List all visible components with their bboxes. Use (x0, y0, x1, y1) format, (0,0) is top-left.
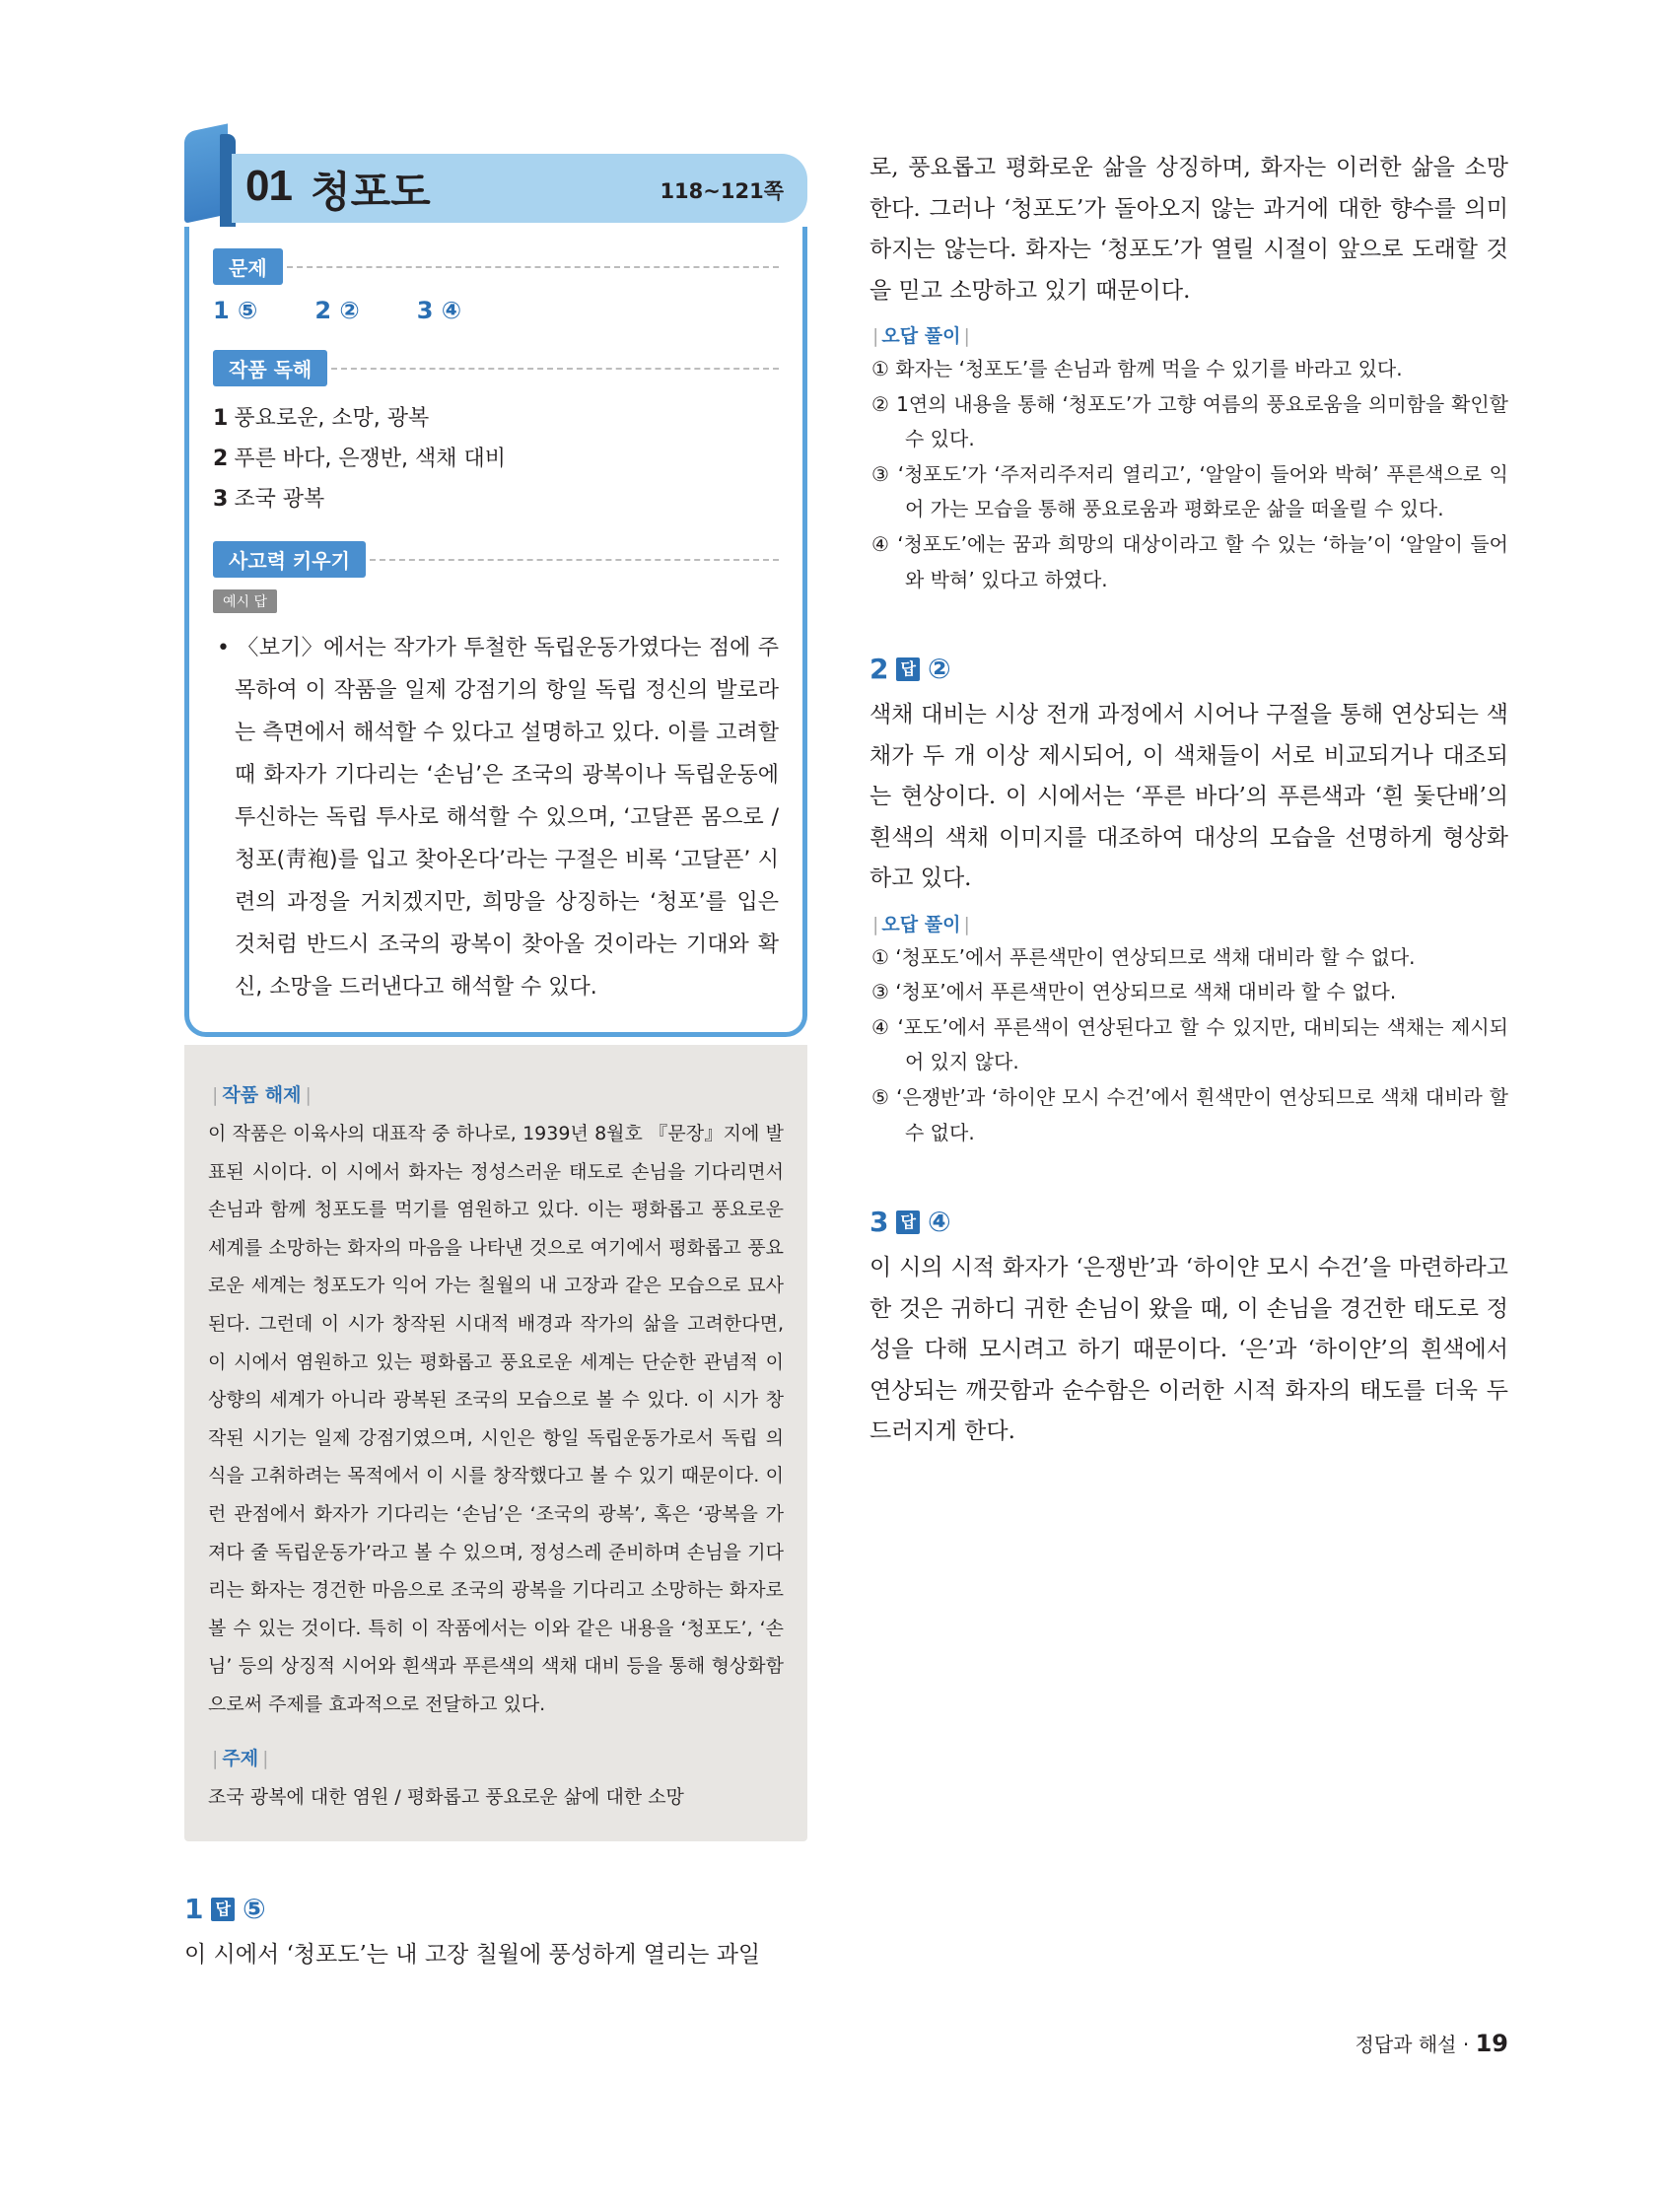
question-1-heading (184, 1893, 807, 1925)
question-3-block (869, 1206, 1508, 1453)
example-answer-tag: 예시 답 (213, 589, 277, 613)
question-1-text-part1: 이 시에서 ‘청포도’는 내 고장 칠월에 풍성하게 열리는 과일 (184, 1942, 761, 1969)
question-3-heading (869, 1206, 1508, 1238)
reading-item-number: 2 (213, 447, 229, 471)
answer-item: 2 ② (314, 297, 360, 324)
question-1-block (184, 1893, 807, 1976)
answer-badge: 답 (896, 1210, 919, 1234)
problem-tag: 문제 (213, 248, 283, 285)
reading-item (213, 439, 779, 479)
list-item: ① 화자는 ‘청포도’를 손님과 함께 먹을 수 있기를 바라고 있다. (871, 357, 1403, 380)
list-item: ① ‘청포도’에서 푸른색만이 연상되므로 색채 대비라 할 수 없다. (871, 944, 1416, 969)
list-item: ② 1연의 내용을 통해 ‘청포도’가 고향 여름의 풍요로움을 의미함을 확인할 수 있다. (871, 391, 1508, 451)
reading-item-number: 3 (213, 487, 229, 512)
page-footer (1356, 2029, 1508, 2057)
question-number: 2 (869, 653, 889, 686)
dashed-divider (370, 559, 779, 561)
question-1-text-part2: 로, 풍요롭고 평화로운 삶을 상징하며, 화자는 이러한 삶을 소망한다. 그러나 ‘청포도’가 돌아오지 않는 과거에 대한 향수를 의미하지는 않는다. 화자는 ‘청포도’가 열릴 시절이 앞으로 도래할 것을 믿고 소망하고 있기 때문이다. (869, 155, 1508, 304)
page-range: 118~121쪽 (660, 179, 784, 203)
answer-list (213, 297, 779, 324)
wrong-answer-label-text: 오답 풀이 (881, 913, 961, 935)
question-2-text: 색채 대비는 시상 전개 과정에서 시어나 구절을 통해 연상되는 색채가 두 개 이상 제시되어, 이 색채들이 서로 비교되거나 대조되는 현상이다. 이 시에서는 ‘푸른 바다’의 푸른색과 ‘흰 돛단배’의 흰색의 색채 이미지를 대조하여 대상의 모습을 선명하게 형상화하고 있다. (869, 702, 1508, 892)
reading-item-text: 풍요로운, 소망, 광복 (234, 406, 430, 431)
list-item: ④ ‘청포도’에는 꿈과 희망의 대상이라고 할 수 있는 ‘하늘’이 ‘알알이 들어와 박혀’ 있다고 하였다. (871, 531, 1508, 591)
section-number: 01 (245, 162, 292, 210)
list-item: ③ ‘청포’에서 푸른색만이 연상되므로 색채 대비라 할 수 없다. (871, 980, 1397, 1004)
wrong-answer-list (869, 352, 1508, 597)
question-number: 1 (184, 1893, 204, 1926)
reading-item-number: 1 (213, 406, 229, 431)
reading-tag-row (213, 350, 779, 386)
question-answer: ② (927, 653, 951, 686)
commentary-box (184, 1045, 807, 1841)
dashed-divider (287, 266, 779, 268)
wrong-answer-label-text: 오답 풀이 (881, 325, 961, 347)
question-number: 3 (869, 1206, 889, 1239)
dashed-divider (331, 368, 779, 370)
reading-tag: 작품 독해 (213, 350, 327, 386)
question-2-heading (869, 653, 1508, 685)
wrong-answer-label: | 오답 풀이 | (872, 325, 970, 347)
reading-list (213, 398, 779, 519)
footer-label: 정답과 해설 · (1355, 2033, 1470, 2056)
reading-item-text: 조국 광복 (234, 487, 325, 512)
answer-badge: 답 (211, 1898, 234, 1921)
question-2-block (869, 653, 1508, 1150)
thinking-tag-row (213, 541, 779, 578)
right-column (869, 148, 1508, 1453)
reading-item-text: 푸른 바다, 은쟁반, 색채 대비 (234, 447, 507, 471)
section-title: 청포도 (311, 168, 431, 216)
theme-text: 조국 광복에 대한 염원 / 평화롭고 풍요로운 삶에 대한 소망 (208, 1785, 684, 1808)
question-3-text: 이 시의 시적 화자가 ‘은쟁반’과 ‘하이얀 모시 수건’을 마련하라고 한 것은 귀하디 귀한 손님이 왔을 때, 이 손님을 경건한 태도로 정성을 다해 모시려고 하기 때문이다. ‘은’과 ‘하이얀’의 흰색에서 연상되는 깨끗함과 순수함은 이러한 시적 화자의 태도를 더욱 두드러지게 한다. (869, 1255, 1508, 1445)
list-item: ③ ‘청포도’가 ‘주저리주저리 열리고’, ‘알알이 들어와 박혀’ 푸른색으로 익어 가는 모습을 통해 풍요로움과 평화로운 삶을 떠올릴 수 있다. (871, 461, 1508, 521)
theme-label-text: 주제 (222, 1747, 259, 1769)
answer-box (184, 227, 807, 1037)
problem-tag-row (213, 248, 779, 285)
left-column (184, 148, 807, 1976)
answer-badge: 답 (896, 657, 919, 681)
list-item: ⑤ ‘은쟁반’과 ‘하이얀 모시 수건’에서 흰색만이 연상되므로 색채 대비라 할 수 없다. (871, 1085, 1508, 1144)
answer-item: 1 ⑤ (213, 297, 258, 324)
question-answer: ④ (927, 1206, 951, 1239)
wrong-answer-list (869, 940, 1508, 1151)
thinking-tag: 사고력 키우기 (213, 541, 366, 578)
question-answer: ⑤ (242, 1893, 266, 1926)
answer-item: 3 ④ (416, 297, 462, 324)
list-item: ④ ‘포도’에서 푸른색이 연상된다고 할 수 있지만, 대비되는 색채는 제시되어 있지 않다. (871, 1014, 1508, 1074)
commentary-text: 이 작품은 이육사의 대표작 중 하나로, 1939년 8월호 『문장』지에 발표된 시이다. 이 시에서 화자는 정성스러운 태도로 손님을 기다리면서 손님과 함께 청포도를 먹기를 염원하고 있다. 이는 평화롭고 풍요로운 세계를 소망하는 화자의 마음을 나타낸 것으로 여기에서 평화롭고 풍요로운 세계는 청포도가 익어 가는 칠월의 내 고장과 같은 모습으로 묘사된다. 그런데 이 시가 창작된 시대적 배경과 작가의 삶을 고려한다면, 이 시에서 염원하고 있는 평화롭고 풍요로운 세계는 단순한 관념적 이상향의 세계가 아니라 광복된 조국의 모습으로 볼 수 있다. 이 시가 창작된 시기는 일제 강점기였으며, 시인은 항일 독립운동가로서 독립 의식을 고취하려는 목적에서 이 시를 창작했다고 볼 수 있기 때문이다. 이런 관점에서 화자가 기다리는 ‘손님’은 ‘조국의 광복’, 혹은 ‘광복을 가져다 줄 독립운동가’라고 볼 수 있으며, 정성스레 준비하며 손님을 기다리는 화자는 경건한 마음으로 조국의 광복을 기다리고 소망하는 화자로 볼 수 있는 것이다. 특히 이 작품에서는 이와 같은 내용을 ‘청포도’, ‘손님’ 등의 상징적 시어와 흰색과 푸른색의 색채 대비 등을 통해 형상화함으로써 주제를 효과적으로 전달하고 있다. (208, 1123, 784, 1715)
commentary-label: | 작품 해제 | (212, 1084, 312, 1106)
page-number: 19 (1475, 2030, 1508, 2057)
example-answer-text: • 〈보기〉에서는 작가가 투철한 독립운동가였다는 점에 주목하여 이 작품을 일제 강점기의 항일 독립 정신의 발로라는 측면에서 해석할 수 있다고 설명하고 있다. 이를 고려할 때 화자가 기다리는 ‘손님’은 조국의 광복이나 독립운동에 투신하는 독립 투사로 해석할 수 있으며, ‘고달픈 몸으로 / 청포(靑袍)를 입고 찾아온다’라는 구절은 비록 ‘고달픈’ 시련의 과정을 거치겠지만, 희망을 상징하는 ‘청포’를 입은 것처럼 반드시 조국의 광복이 찾아올 것이라는 기대와 확신, 소망을 드러낸다고 해석할 수 있다. (217, 636, 779, 1000)
commentary-label-text: 작품 해제 (222, 1084, 302, 1106)
reading-item (213, 479, 779, 519)
theme-label: | 주제 | (212, 1747, 269, 1769)
section-header (184, 148, 807, 225)
reading-item (213, 398, 779, 439)
wrong-answer-label: | 오답 풀이 | (872, 913, 970, 935)
